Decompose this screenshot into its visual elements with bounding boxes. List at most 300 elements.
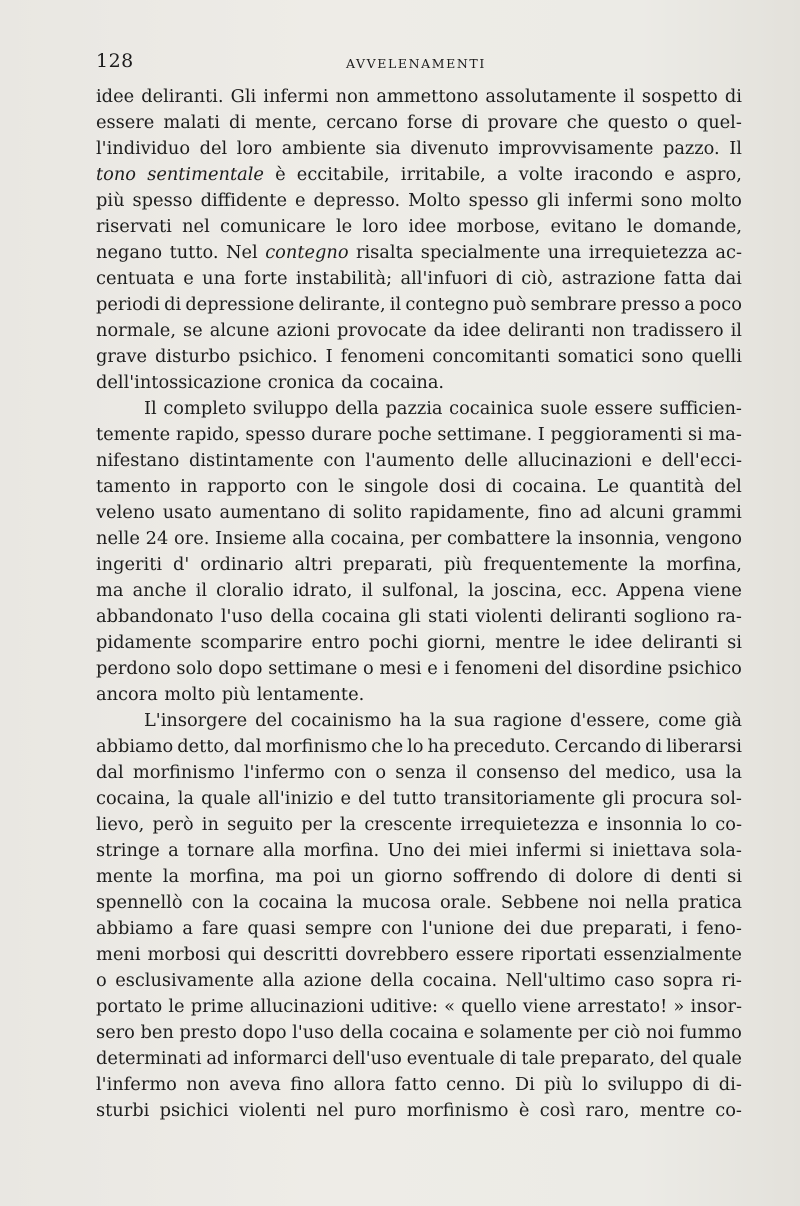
word: viene — [693, 580, 742, 601]
word: e — [463, 1022, 475, 1043]
word: psichico. — [238, 346, 318, 367]
word: o — [677, 112, 688, 133]
word: centuata — [96, 268, 175, 289]
word: comunicare — [220, 216, 326, 237]
text-line — [96, 474, 742, 500]
word: riportati — [520, 944, 597, 965]
word: nelle — [96, 528, 140, 549]
word: già — [714, 710, 742, 731]
word: quello — [461, 996, 517, 1017]
word: la — [725, 762, 742, 783]
running-head: AVVELENAMENTI — [346, 56, 486, 71]
word: lo — [407, 736, 424, 757]
word: l'infermo — [96, 1074, 177, 1095]
page-header — [96, 50, 746, 78]
word: Nel — [225, 242, 258, 263]
word: alla — [292, 528, 325, 549]
word: deliranti — [641, 632, 719, 653]
word: alcuni — [609, 502, 665, 523]
word: azione — [303, 970, 362, 991]
word: giorni, — [426, 632, 487, 653]
word: tutto — [392, 788, 437, 809]
text-line — [96, 162, 742, 188]
word: esclusivamente — [115, 970, 254, 991]
word: che — [566, 112, 599, 133]
word: con — [323, 450, 356, 471]
word: di — [328, 502, 346, 523]
word: però — [152, 814, 194, 835]
word: l'uso — [292, 1022, 335, 1043]
word: arrestato! — [577, 996, 668, 1017]
word: ciò — [614, 1022, 641, 1043]
word: spennellò — [96, 892, 183, 913]
word: a — [684, 294, 695, 315]
word: diffidente — [200, 190, 287, 211]
word: prime — [190, 996, 244, 1017]
word: può — [492, 294, 527, 315]
word: ma — [96, 580, 124, 601]
word: delirante, — [298, 294, 386, 315]
word: cocaina — [321, 606, 391, 627]
word: di — [228, 112, 247, 133]
word: sono — [641, 346, 684, 367]
word: preceduto. — [453, 736, 551, 757]
word: tornare — [187, 840, 255, 861]
word: di- — [718, 1074, 742, 1095]
word: soffrendo — [452, 866, 538, 887]
word: gli — [602, 788, 626, 809]
word: stati — [428, 606, 468, 627]
word: fare — [202, 918, 239, 939]
word: per — [301, 814, 332, 835]
word: quantità — [628, 476, 705, 497]
word: della — [270, 606, 315, 627]
word: irritabile, — [400, 164, 486, 185]
word: I — [537, 424, 545, 445]
word: sogliono — [633, 606, 710, 627]
word: dei — [432, 840, 461, 861]
text-line — [96, 84, 742, 110]
word: nifestano — [96, 450, 180, 471]
word: infermi — [515, 840, 582, 861]
word: un — [351, 866, 374, 887]
word: idee — [96, 86, 135, 107]
word: sufficien- — [659, 398, 742, 419]
word: come — [658, 710, 707, 731]
word: di — [499, 1048, 517, 1069]
word: molto — [690, 190, 742, 211]
word: dolore — [575, 866, 634, 887]
word: sempre — [304, 918, 372, 939]
word: cenno. — [446, 1074, 506, 1095]
text-line — [96, 942, 742, 968]
word: instabilità; — [295, 268, 393, 289]
word: domande, — [653, 216, 742, 237]
word: morfinismo — [132, 762, 235, 783]
word: ri- — [721, 970, 742, 991]
word: sia — [375, 138, 401, 159]
text-line — [96, 500, 742, 526]
text-line — [96, 136, 742, 162]
word: nel — [316, 1100, 344, 1121]
word: della — [339, 1022, 384, 1043]
word: grave — [96, 346, 148, 367]
word: abbandonato — [96, 606, 214, 627]
word: iracondo — [574, 164, 654, 185]
word: sulfonal, — [382, 580, 459, 601]
word: « — [444, 996, 456, 1017]
word: miei — [468, 840, 508, 861]
word: del — [714, 476, 742, 497]
word: poche — [377, 424, 432, 445]
word: infermi — [567, 190, 633, 211]
word: evitano — [550, 216, 617, 237]
word: lo — [581, 1074, 599, 1095]
word: la — [336, 892, 353, 913]
word: dell'ecci- — [661, 450, 742, 471]
word: allucinazioni — [249, 996, 364, 1017]
word: la — [639, 554, 656, 575]
word: informarci — [233, 1048, 328, 1069]
word: combattere — [446, 528, 551, 549]
word: Le — [596, 476, 620, 497]
word: grammi — [671, 502, 742, 523]
word: dopo — [242, 1022, 287, 1043]
word: sturbi — [96, 1100, 150, 1121]
word: e — [587, 814, 599, 835]
word: psichici — [159, 1100, 229, 1121]
word: viene — [522, 996, 572, 1017]
word: usa — [685, 762, 717, 783]
word: settimane — [268, 658, 358, 679]
word: Il — [729, 138, 742, 159]
word: di — [724, 86, 742, 107]
word: qui — [227, 944, 256, 965]
word: detto, — [177, 736, 230, 757]
word: settimane. — [437, 424, 533, 445]
word: azioni — [276, 320, 330, 341]
word: periodi — [96, 294, 160, 315]
word: le — [168, 996, 185, 1017]
word: ra- — [716, 606, 742, 627]
text-line — [96, 1098, 742, 1124]
word: cocaina — [389, 1022, 459, 1043]
word: non — [186, 1074, 220, 1095]
word: fatto — [394, 1074, 437, 1095]
word: idee — [594, 632, 633, 653]
word: a — [168, 840, 179, 861]
word: morfinismo — [265, 736, 368, 757]
word: ben — [140, 1022, 174, 1043]
text-line — [96, 786, 742, 812]
word: giorno — [384, 866, 443, 887]
word: stringe — [96, 840, 160, 861]
word: la — [556, 528, 573, 549]
word: irrequietezza — [588, 242, 708, 263]
word: durare — [311, 424, 373, 445]
text-line — [96, 552, 742, 578]
word: eventuale — [406, 1048, 495, 1069]
word: l'infermo — [243, 762, 325, 783]
word: d' — [173, 554, 190, 575]
text-line — [96, 214, 742, 240]
word: lo — [690, 814, 708, 835]
word: essere — [594, 398, 653, 419]
word: fino — [537, 502, 572, 523]
word: depressione — [185, 294, 295, 315]
word: una — [547, 242, 582, 263]
word: tutto. — [169, 242, 219, 263]
word: cercano — [326, 112, 398, 133]
word: se — [183, 320, 203, 341]
word: suole — [540, 398, 588, 419]
word: joscina, — [493, 580, 563, 601]
word: o — [362, 658, 374, 679]
word: assolutamente — [485, 86, 617, 107]
word: di — [692, 1074, 710, 1095]
word: e — [295, 190, 306, 211]
word: mente — [96, 866, 153, 887]
word: del — [659, 1048, 688, 1069]
text-line — [96, 812, 742, 838]
word: i — [681, 918, 688, 939]
word: determinati — [96, 1048, 202, 1069]
word: improvvisamente — [498, 138, 654, 159]
word: alla — [262, 970, 295, 991]
word: delle — [464, 450, 509, 471]
word: ma- — [708, 424, 742, 445]
word: Uno — [387, 840, 425, 861]
word: Sebbene — [500, 892, 579, 913]
word: Molto — [408, 190, 461, 211]
word: sviluppo — [607, 1074, 684, 1095]
word: fatta — [663, 268, 706, 289]
word: depresso. — [313, 190, 401, 211]
word: quasi — [247, 918, 296, 939]
word: dell'uso — [332, 1048, 402, 1069]
word: quale — [201, 788, 251, 809]
word: tale — [521, 1048, 556, 1069]
word: i — [443, 658, 450, 679]
word: sua — [453, 710, 486, 731]
text-line — [96, 578, 742, 604]
word: e — [340, 788, 351, 809]
word: si — [727, 866, 742, 887]
word: e — [664, 164, 675, 185]
word: gli — [536, 190, 560, 211]
word: il — [361, 580, 373, 601]
word: il — [455, 762, 467, 783]
word: quel- — [696, 112, 742, 133]
word: quelli — [691, 346, 742, 367]
word: l'unione — [422, 918, 495, 939]
word: Nell'ultimo — [505, 970, 606, 991]
word: morbose, — [456, 216, 541, 237]
word: rapporto — [207, 476, 287, 497]
word: cocaina — [258, 892, 328, 913]
word: pratica — [678, 892, 742, 913]
word: cocainica — [449, 398, 534, 419]
word: alcune — [209, 320, 270, 341]
word: iniettava — [612, 840, 692, 861]
word: o — [96, 970, 107, 991]
text-line — [96, 656, 742, 682]
word: di — [485, 476, 503, 497]
word: infermi — [263, 86, 329, 107]
word: medico, — [605, 762, 677, 783]
word: a — [497, 164, 508, 185]
word: seguito — [227, 814, 294, 835]
word: lentamente. — [256, 684, 365, 705]
word: violenti — [475, 606, 543, 627]
word: aspro, — [685, 164, 742, 185]
word: così — [539, 1100, 576, 1121]
word: di — [643, 866, 661, 887]
word: la — [468, 580, 485, 601]
word: frequentemente — [483, 554, 629, 575]
word: feno- — [696, 918, 742, 939]
word: morfina, — [666, 554, 742, 575]
word: che — [371, 736, 404, 757]
word: forse — [406, 112, 453, 133]
word: molto — [164, 684, 216, 705]
word: provocate — [337, 320, 427, 341]
word: nella — [624, 892, 669, 913]
word: morfina. — [303, 840, 380, 861]
word: Cercando — [554, 736, 642, 757]
word: crescente — [364, 814, 453, 835]
word: dell'intossicazione — [96, 372, 262, 393]
word: idee — [462, 320, 501, 341]
word: risalta — [355, 242, 414, 263]
word: uditive: — [370, 996, 438, 1017]
word: scomparire — [200, 632, 303, 653]
word: ma — [275, 866, 303, 887]
word: anche — [132, 580, 187, 601]
word: in — [201, 814, 219, 835]
word: transitoriamente — [443, 788, 596, 809]
word: altri — [294, 554, 333, 575]
word: ingeriti — [96, 554, 163, 575]
word: mucosa — [362, 892, 431, 913]
word: » — [673, 996, 685, 1017]
word: psichico — [667, 658, 742, 679]
text-line — [96, 110, 742, 136]
word: riservati — [96, 216, 172, 237]
word: contegno — [405, 294, 489, 315]
text-line — [96, 864, 742, 890]
text-line — [96, 968, 742, 994]
word: consenso — [476, 762, 560, 783]
word: della — [334, 398, 379, 419]
word: le — [569, 632, 586, 653]
word: presso — [620, 294, 681, 315]
word: all'inizio — [257, 788, 334, 809]
word: disturbo — [155, 346, 231, 367]
word: l'aumento — [365, 450, 455, 471]
word: mentre — [639, 1100, 705, 1121]
word: quale — [692, 1048, 742, 1069]
word: di — [495, 268, 513, 289]
word: la — [233, 892, 250, 913]
text-line — [96, 734, 742, 760]
word: le — [336, 216, 353, 237]
word: pidamente — [96, 632, 192, 653]
text-line — [96, 1046, 742, 1072]
text-line — [96, 370, 742, 396]
word: non — [591, 320, 626, 341]
word: spesso — [468, 190, 529, 211]
word: la — [429, 710, 446, 731]
word: morbosi — [147, 944, 221, 965]
word: Appena — [616, 580, 685, 601]
word: solo — [176, 658, 213, 679]
word: con — [191, 892, 224, 913]
word: tradissero — [632, 320, 724, 341]
word: portato — [96, 996, 163, 1017]
word: si — [687, 424, 703, 445]
word: sembrare — [530, 294, 617, 315]
word: ore. — [174, 528, 210, 549]
word: idee — [408, 216, 447, 237]
word: all'infuori — [400, 268, 488, 289]
word: perdono — [96, 658, 171, 679]
word: sopra — [662, 970, 714, 991]
word: per — [578, 1022, 609, 1043]
word: mesi — [379, 658, 422, 679]
word: mentre — [495, 632, 561, 653]
word: questo — [607, 112, 669, 133]
word: Il — [144, 398, 157, 419]
word: alla — [262, 840, 296, 861]
text-line — [96, 448, 742, 474]
word: da — [433, 320, 456, 341]
word: del — [544, 658, 573, 679]
word: la — [162, 866, 180, 887]
word: ad — [206, 1048, 229, 1069]
word: fenomeni — [454, 658, 539, 679]
word: vengono — [665, 528, 742, 549]
word: cocaina. — [369, 372, 445, 393]
word: gli — [397, 606, 421, 627]
word: il — [730, 320, 742, 341]
word: dal — [96, 762, 124, 783]
word: descritti — [262, 944, 339, 965]
word: malati — [163, 112, 220, 133]
word: loro — [362, 216, 399, 237]
text-line — [96, 526, 742, 552]
word: ancora — [96, 684, 158, 705]
word: procura — [632, 788, 704, 809]
word: dovrebbero — [345, 944, 449, 965]
word: fino — [290, 1074, 325, 1095]
word: loro — [236, 138, 273, 159]
word: con — [381, 918, 414, 939]
word: pochi — [368, 632, 418, 653]
word: fenomeni — [340, 346, 425, 367]
word: deliranti. — [141, 86, 224, 107]
word: il — [623, 86, 635, 107]
word: ac- — [715, 242, 742, 263]
word: cocaina. — [512, 476, 587, 497]
word: il — [195, 580, 208, 601]
word: raro, — [585, 1100, 630, 1121]
word: tamento — [96, 476, 171, 497]
word: disordine — [577, 658, 663, 679]
word: solito — [352, 502, 402, 523]
word: spesso — [132, 190, 193, 211]
word: il — [389, 294, 402, 315]
